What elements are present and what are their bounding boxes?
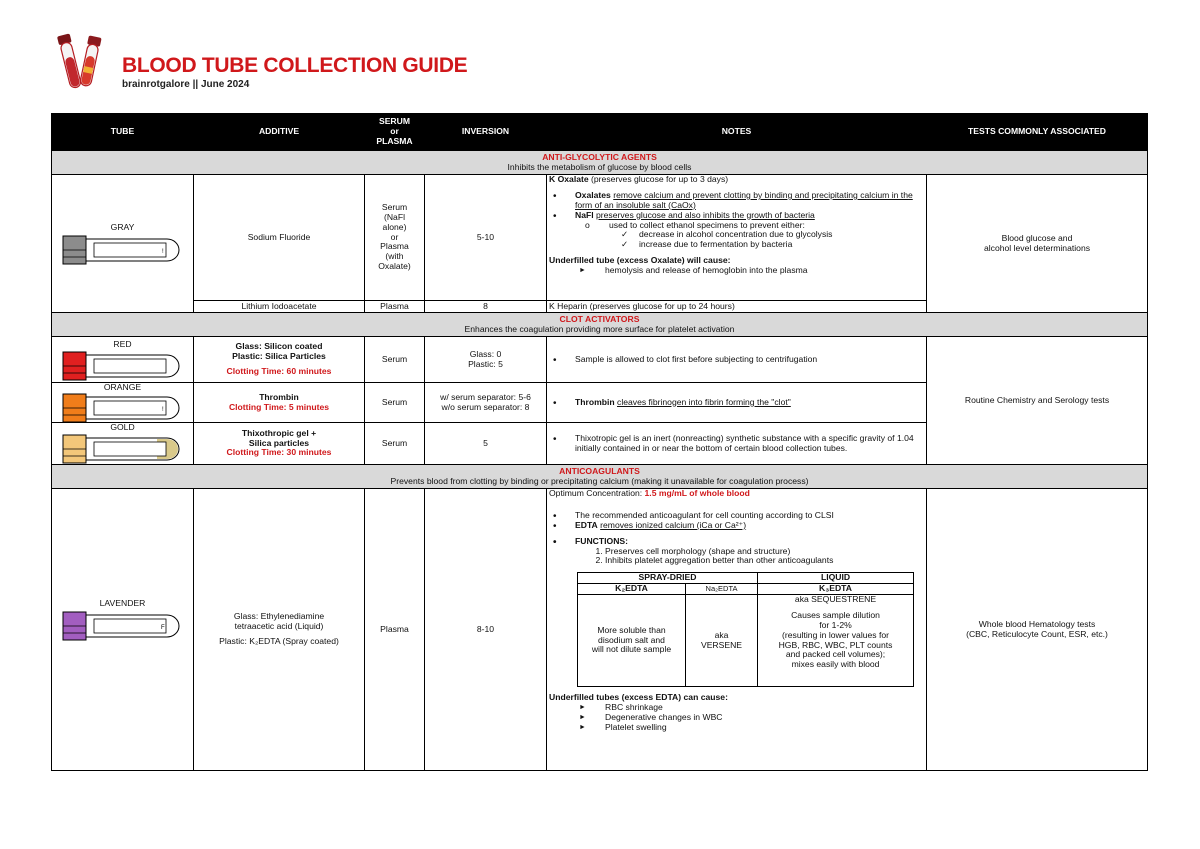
serum-gold: Serum [365, 423, 425, 465]
notes-gray: K Oxalate (preserves glucose for up to 3 days) • Oxalates remove calcium and prevent clotting by binding and precipitating calcium in the form of an insoluble salt (CaOx) • NaFl preserves glucose and also inhibits the growth of bacteria o used to collect ethanol specimens to prevent either: ✓ decrease in alcohol concentration due to glycolysis ✓ increase due to fermentation by bacteria Underfilled tube (excess Oxalate) will cause: ► hemolysis and release of hemoglobin into the plasma [547, 175, 927, 301]
table-row-lavender [52, 489, 1148, 771]
serum-gray: Serum (NaFl alone) or Plasma (with Oxalate) [365, 175, 425, 301]
tube-cell-gold [52, 423, 194, 465]
edta-liquid-header: LIQUID [758, 573, 914, 584]
inversion-gold: 5 [425, 423, 547, 465]
edta-na2-desc: aka VERSENE [686, 595, 758, 687]
blood-tubes-logo-icon [55, 30, 105, 92]
page-subtitle: brainrotgalore || June 2024 [122, 79, 250, 90]
edta-k2-header: K₂EDTA [578, 584, 686, 595]
svg-text:!: ! [162, 407, 164, 413]
blood-tube-table [51, 113, 1148, 771]
section-subtitle: Inhibits the metabolism of glucose by blood cells [507, 161, 692, 172]
serum-lithium: Plasma [365, 301, 425, 313]
gray-tube-icon [61, 235, 183, 265]
col-header-inversion: INVERSION [425, 114, 547, 151]
additive-lavender: Glass: Ethylenediamine tetraacetic acid (Liquid) Plastic: K₂EDTA (Spray coated) [194, 489, 365, 771]
inversion-red: Glass: 0 Plastic: 5 [425, 337, 547, 383]
notes-orange: • Thrombin cleaves fibrinogen into fibrin forming the "clot" [547, 383, 927, 423]
page-title: BLOOD TUBE COLLECTION GUIDE [122, 54, 468, 77]
tube-cell-lavender [52, 489, 194, 771]
inversion-lithium: 8 [425, 301, 547, 313]
tube-cell-gray [52, 175, 194, 313]
edta-na2-header: Na₂EDTA [686, 584, 758, 595]
table-row-red [52, 337, 1148, 383]
serum-red: Serum [365, 337, 425, 383]
orange-tube-icon [61, 393, 183, 423]
section-header-antiglycolytic [52, 151, 1148, 175]
red-tube-icon [61, 351, 183, 381]
edta-k2-desc: More soluble than disodium salt and will not dilute sample [578, 595, 686, 687]
tube-name: RED [113, 339, 132, 349]
notes-red: • Sample is allowed to clot first before subjecting to centrifugation [547, 337, 927, 383]
serum-orange: Serum [365, 383, 425, 423]
col-header-tests: TESTS COMMONLY ASSOCIATED [927, 114, 1148, 151]
inversion-gray: 5-10 [425, 175, 547, 301]
section-header-anticoag [52, 465, 1148, 489]
tube-name: GOLD [110, 422, 135, 432]
tests-gray: Blood glucose and alcohol level determinations [927, 175, 1148, 313]
lavender-tube-icon [61, 611, 183, 641]
edta-table [577, 572, 914, 687]
additive-orange: Thrombin Clotting Time: 5 minutes [194, 383, 365, 423]
additive-gold: Thixothropic gel + Silica particles Clotting Time: 30 minutes [194, 423, 365, 465]
col-header-additive: ADDITIVE [194, 114, 365, 151]
section-subtitle: Prevents blood from clotting by binding or precipitating calcium (making it unavailable for coagulation process) [390, 475, 809, 486]
notes-lithium: K Heparin (preserves glucose for up to 24 hours) [547, 301, 927, 313]
col-header-serum: SERUM or PLASMA [365, 114, 425, 151]
serum-lavender: Plasma [365, 489, 425, 771]
table-row-gray [52, 175, 1148, 301]
tube-name: ORANGE [103, 382, 142, 392]
section-header-clot [52, 313, 1148, 337]
section-title: ANTICOAGULANTS [559, 465, 640, 476]
additive-red: Glass: Silicon coated Plastic: Silica Particles Clotting Time: 60 minutes [194, 337, 365, 383]
tests-lavender: Whole blood Hematology tests (CBC, Reticulocyte Count, ESR, etc.) [927, 489, 1148, 771]
notes-lavender: Optimum Concentration: 1.5 mg/mL of whole blood • The recommended anticoagulant for cell counting according to CLSI • EDTA removes ionized calcium (iCa or Ca²⁺) • FUNCTIONS: 1. Preserves cell morphology (shape and structure) 2. Inhibits platelet aggregation better than other anticoagulants SPRAY-DRIED LIQUID K₂EDTA Na₂EDTA K₃EDTA More soluble than disodium salt and will not dilute sample aka VERSENE aka SEQUESTRENE Causes sample dilution for 1-2% (resulting in lower values for HGB, RBC, WBC, PLT counts and packed cell volumes); mixes easily with blood Underfilled tubes (excess EDTA) can cause: ► RBC shrinkage ► Degenerative changes in WBC ► Platelet swelling [547, 489, 927, 771]
section-title: CLOT ACTIVATORS [559, 313, 640, 324]
gold-tube-icon [61, 434, 183, 464]
section-subtitle: Enhances the coagulation providing more surface for platelet activation [464, 323, 735, 334]
inversion-orange: w/ serum separator: 5-6 w/o serum separator: 8 [425, 383, 547, 423]
svg-text:!: ! [162, 249, 164, 255]
section-title: ANTI-GLYCOLYTIC AGENTS [542, 151, 657, 162]
edta-k3-desc: aka SEQUESTRENE Causes sample dilution for 1-2% (resulting in lower values for HGB, RBC, WBC, PLT counts and packed cell volumes); mixes easily with blood [758, 595, 914, 687]
notes-gold: • Thixotropic gel is an inert (nonreacting) synthetic substance with a specific gravity of 1.04 initially contained in or near the bottom of certain blood collection tubes. [547, 423, 927, 465]
inversion-lavender: 8-10 [425, 489, 547, 771]
additive-gray: Sodium Fluoride [194, 175, 365, 301]
col-header-notes: NOTES [547, 114, 927, 151]
edta-spray-header: SPRAY-DRIED [578, 573, 758, 584]
tube-cell-orange [52, 383, 194, 423]
additive-lithium: Lithium Iodoacetate [194, 301, 365, 313]
svg-text:F: F [161, 625, 165, 631]
tests-clot: Routine Chemistry and Serology tests [927, 337, 1148, 465]
tube-name: GRAY [110, 222, 135, 232]
edta-k3-header: K₃EDTA [758, 584, 914, 595]
col-header-tube: TUBE [52, 114, 194, 151]
tube-cell-red [52, 337, 194, 383]
table-header-row [52, 114, 1148, 151]
tube-name: LAVENDER [99, 598, 146, 608]
